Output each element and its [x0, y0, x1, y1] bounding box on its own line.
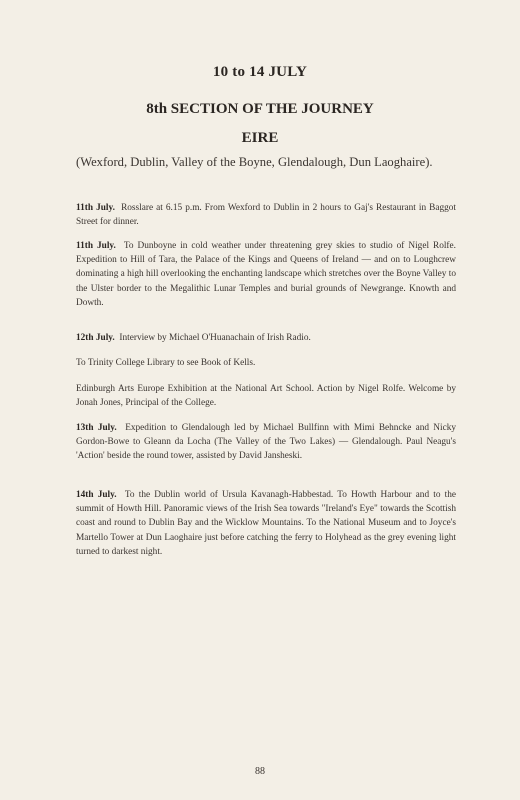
page-number: 88 — [255, 766, 265, 777]
journal-entry — [76, 356, 456, 370]
entry-text: Rosslare at 6.15 p.m. From Wexford to Dublin in 2 hours to Gaj's Restaurant in Baggot Street for dinner. — [76, 203, 456, 228]
entry-text: To Trinity College Library to see Book of Kells. — [76, 358, 256, 368]
entry-date: 12th July. — [76, 333, 115, 343]
entry-date: 13th July. — [76, 423, 117, 433]
places-subtitle: (Wexford, Dublin, Valley of the Boyne, Glendalough, Dun Laoghaire). — [76, 155, 433, 169]
entry-text: Expedition to Glendalough led by Michael Bullfinn with Mimi Behncke and Nicky Gordon-Bowe to Gleann da Locha (The Valley of the Two Lakes) — Glendalough. Paul Neagu's 'Action' beside the round tower, assisted by David Jansheski. — [76, 423, 457, 462]
journal-entry — [76, 239, 456, 310]
entry-date: 14th July. — [76, 490, 117, 500]
date-range-heading: 10 to 14 JULY — [212, 64, 308, 80]
entry-date: 11th July. — [76, 241, 116, 251]
journal-entry — [76, 488, 456, 559]
journal-entry — [76, 201, 456, 229]
entry-text: Interview by Michael O'Huanachain of Irish Radio. — [119, 333, 311, 343]
entry-date: 11th July. — [76, 203, 115, 213]
entry-text: Edinburgh Arts Europe Exhibition at the National Art School. Action by Nigel Rolfe. Welcome by Jonah Jones, Principal of the College. — [76, 384, 456, 409]
section-heading: 8th SECTION OF THE JOURNEY — [146, 101, 374, 117]
entry-text: To the Dublin world of Ursula Kavanagh-Habbestad. To Howth Harbour and to the summit of Howth Hill. Panoramic views of the Irish Sea towards "Ireland's Eye" towards the Scottish coast and round to Dublin Bay and the Wicklow Mountains. To the National Museum and to Joyce's Martello Tower at Dun Laoghaire just before catching the ferry to Holyhead as the grey evening light turned to darkest night. — [76, 490, 456, 557]
journal-entry — [76, 421, 456, 464]
journal-entry — [76, 331, 456, 345]
entry-text: To Dunboyne in cold weather under threatening grey skies to studio of Nigel Rolfe. Expedition to Hill of Tara, the Palace of the Kings and Queens of Ireland — and on to Loughcrew dominating a high hill overlooking the enchanting landscape which stretches over the Boyne Valley to the Ulster border to the Megalithic Lunar Temples and burial grounds of Newgrange. Knowth and Dowth. — [76, 241, 456, 308]
journal-entry — [76, 382, 456, 410]
country-heading: EIRE — [241, 130, 279, 146]
